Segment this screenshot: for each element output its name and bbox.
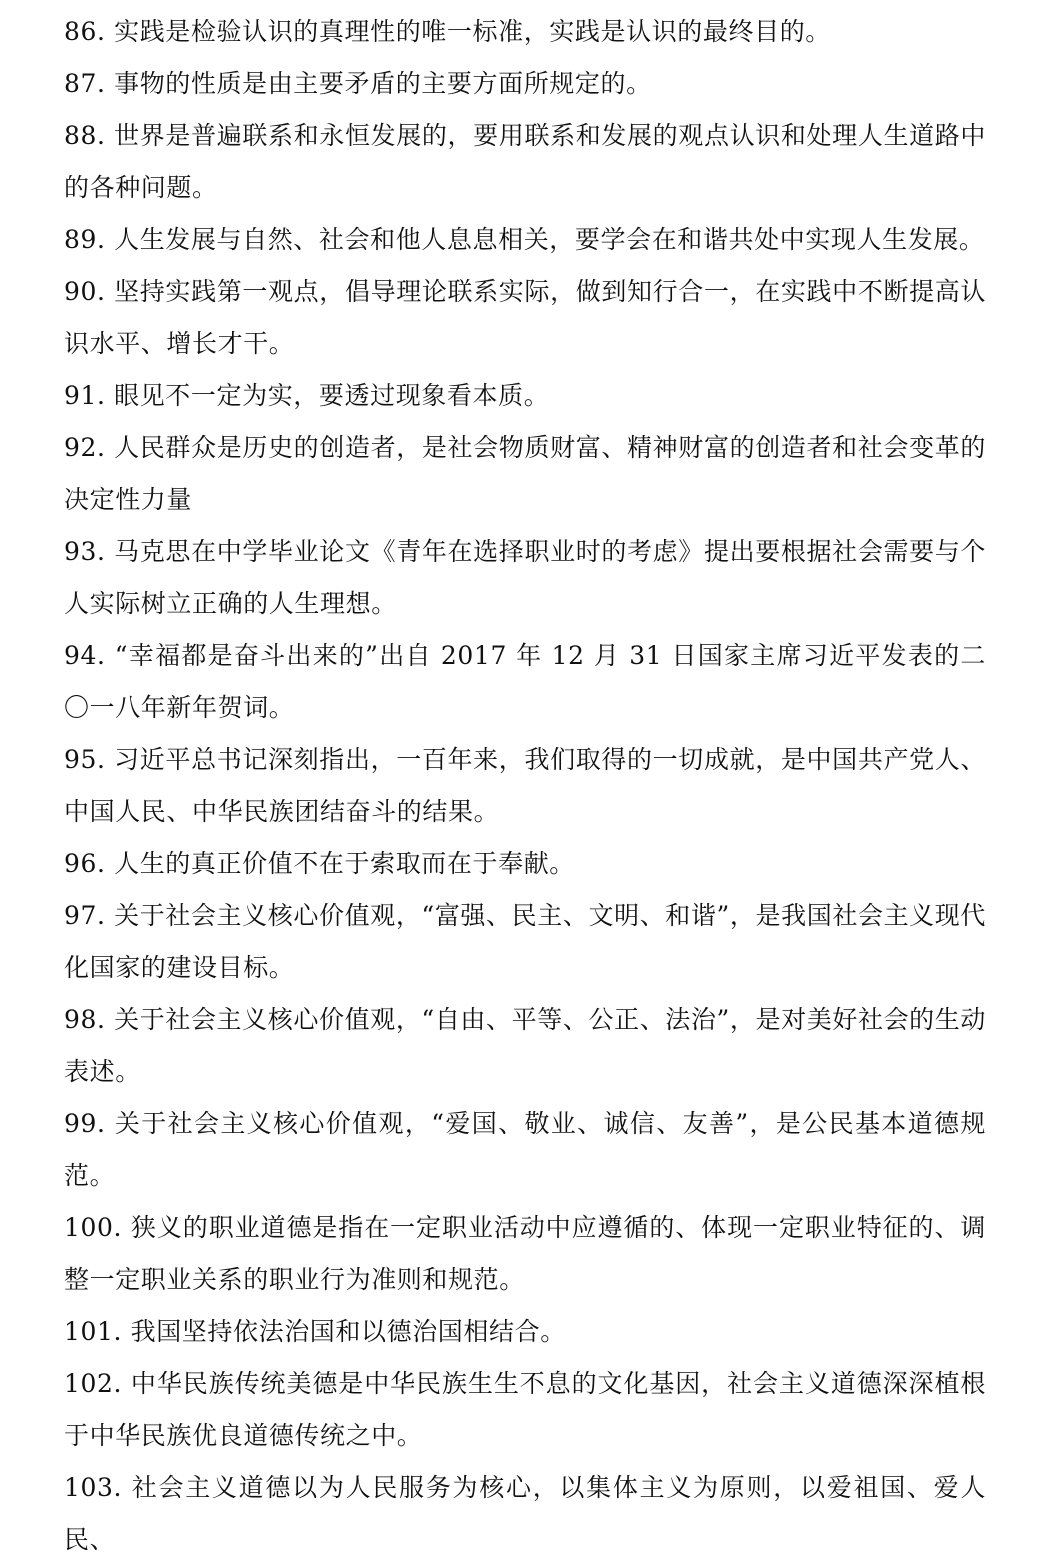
item-94: 94. “幸福都是奋斗出来的”出自 2017 年 12 月 31 日国家主席习近平发表的二〇一八年新年贺词。 [64,641,986,722]
document-page [64,0,986,1566]
item-87: 87. 事物的性质是由主要矛盾的主要方面所规定的。 [64,69,652,98]
item-96: 96. 人生的真正价值不在于索取而在于奉献。 [64,849,575,878]
item-101: 101. 我国坚持依法治国和以德治国相结合。 [64,1317,566,1346]
item-102: 102. 中华民族传统美德是中华民族生生不息的文化基因，社会主义道德深深植根于中华民族优良道德传统之中。 [64,1369,986,1450]
item-88: 88. 世界是普遍联系和永恒发展的，要用联系和发展的观点认识和处理人生道路中的各种问题。 [64,121,986,202]
item-95: 95. 习近平总书记深刻指出，一百年来，我们取得的一切成就，是中国共产党人、中国人民、中华民族团结奋斗的结果。 [64,745,986,826]
item-93: 93. 马克思在中学毕业论文《青年在选择职业时的考虑》提出要根据社会需要与个人实际树立正确的人生理想。 [64,537,986,618]
item-91: 91. 眼见不一定为实，要透过现象看本质。 [64,381,550,410]
item-90: 90. 坚持实践第一观点，倡导理论联系实际，做到知行合一，在实践中不断提高认识水平、增长才干。 [64,277,986,358]
item-99: 99. 关于社会主义核心价值观，“爱国、敬业、诚信、友善”，是公民基本道德规范。 [64,1109,986,1190]
item-100: 100. 狭义的职业道德是指在一定职业活动中应遵循的、体现一定职业特征的、调整一定职业关系的职业行为准则和规范。 [64,1213,986,1294]
item-86: 86. 实践是检验认识的真理性的唯一标准，实践是认识的最终目的。 [64,17,831,46]
item-89: 89. 人生发展与自然、社会和他人息息相关，要学会在和谐共处中实现人生发展。 [64,225,985,254]
item-92: 92. 人民群众是历史的创造者，是社会物质财富、精神财富的创造者和社会变革的决定性力量 [64,433,986,514]
item-103: 103. 社会主义道德以为人民服务为核心，以集体主义为原则，以爱祖国、爱人民、 [64,1473,986,1554]
item-97: 97. 关于社会主义核心价值观，“富强、民主、文明、和谐”，是我国社会主义现代化国家的建设目标。 [64,901,986,982]
item-98: 98. 关于社会主义核心价值观，“自由、平等、公正、法治”，是对美好社会的生动表述。 [64,1005,986,1086]
